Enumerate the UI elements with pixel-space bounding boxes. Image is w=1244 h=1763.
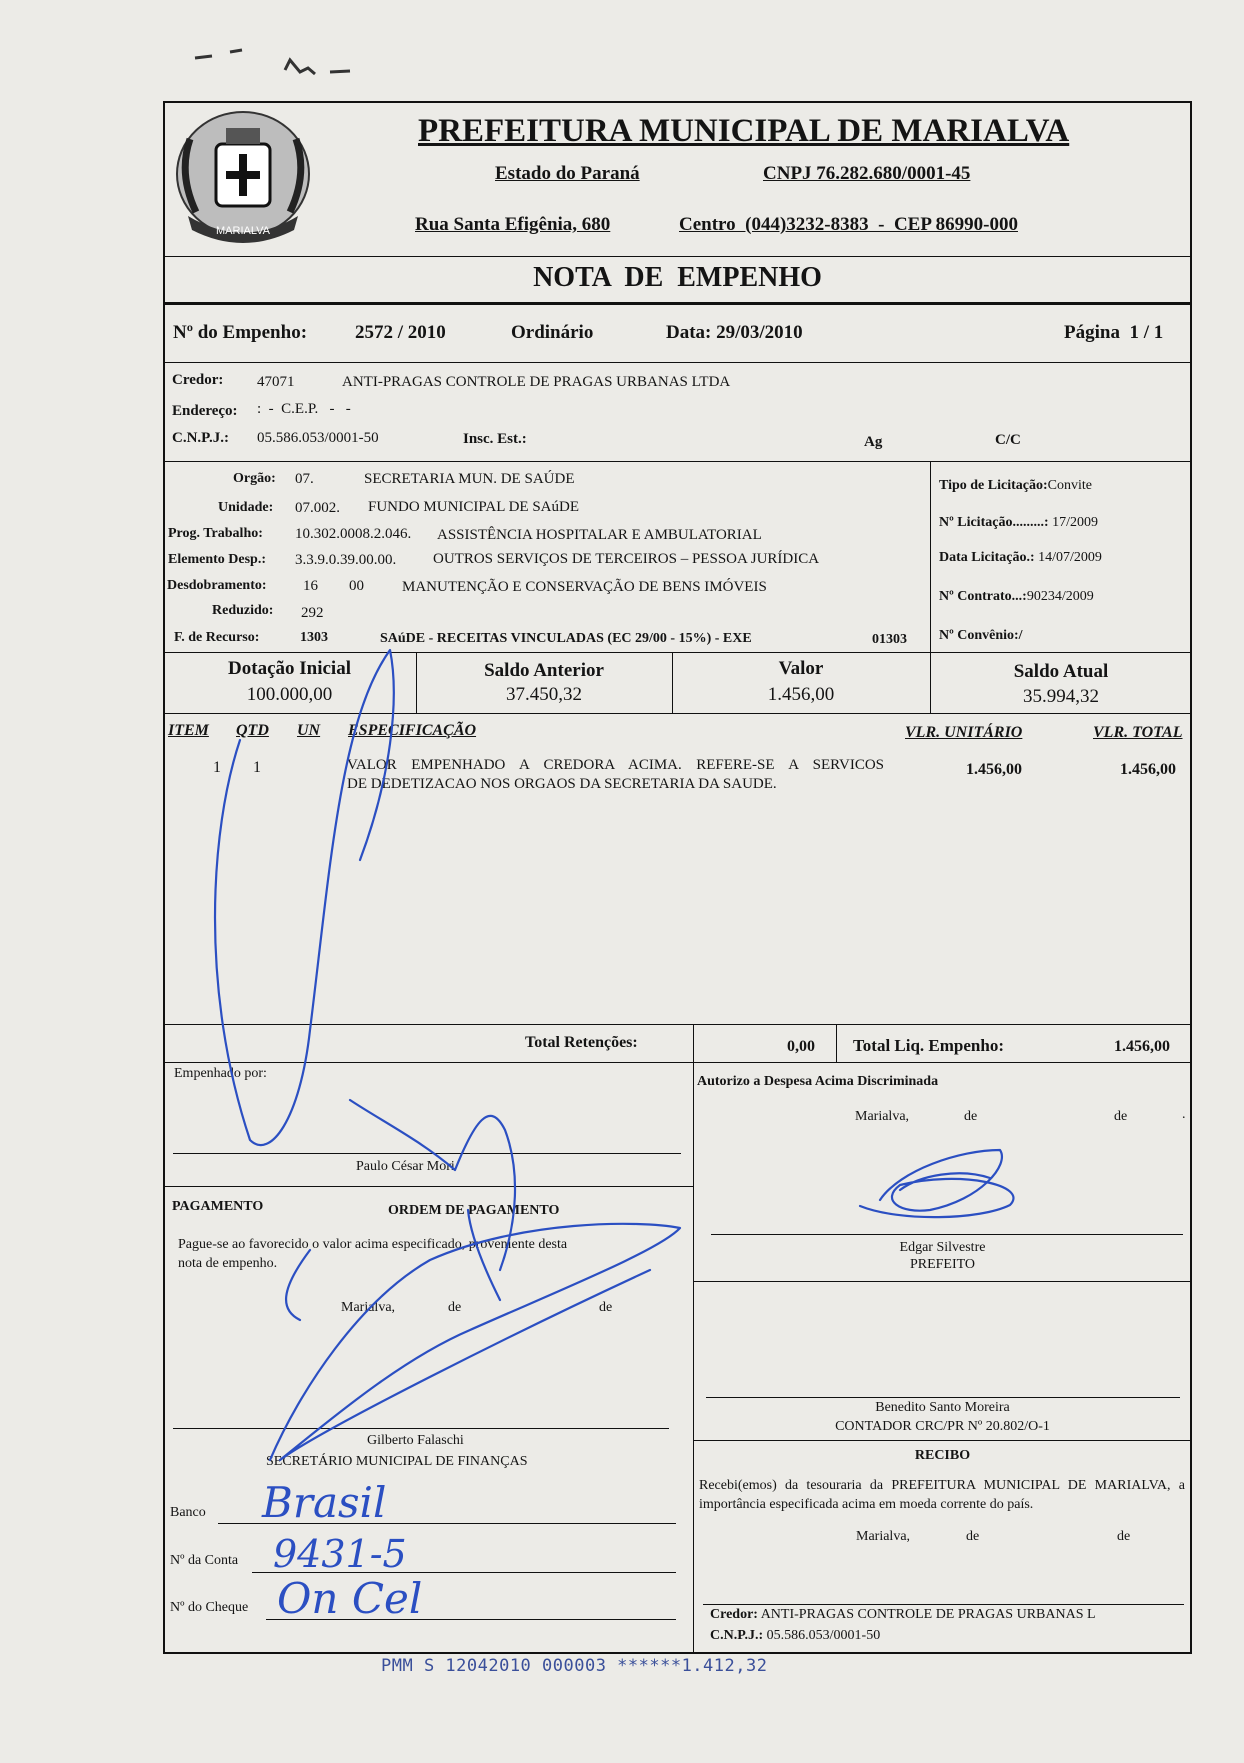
credor-name: ANTI-PRAGAS CONTROLE DE PRAGAS URBANAS LTDA xyxy=(342,374,731,390)
header-state: Estado do Paraná xyxy=(495,163,640,184)
licitacao-data-value: 14/07/2009 xyxy=(1038,550,1102,565)
total-retencoes-value: 0,00 xyxy=(787,1038,815,1055)
rule-header-bottom xyxy=(163,256,1192,257)
ordem-pagamento-label: ORDEM DE PAGAMENTO xyxy=(388,1203,560,1218)
pagamento-de1: de xyxy=(448,1300,462,1315)
licitacao-data xyxy=(939,550,1102,566)
rule-empenhado-bottom xyxy=(163,1186,693,1187)
reduzido-label: Reduzido: xyxy=(212,603,274,618)
licitacao-numero-value: 17/2009 xyxy=(1052,515,1098,530)
municipal-crest-logo xyxy=(168,104,318,254)
pagamento-de2: de xyxy=(599,1300,613,1315)
banco-value: Brasil xyxy=(262,1478,387,1527)
recibo-cnpj-value: 05.586.053/0001-50 xyxy=(766,1628,881,1643)
total-retencoes-label: Total Retenções: xyxy=(525,1034,638,1051)
top-scribble-mark xyxy=(190,40,390,90)
rule-credor-bottom xyxy=(163,461,1192,462)
elemento-code: 3.3.9.0.39.00.00. xyxy=(295,552,397,568)
empenhado-signer: Paulo César Mori xyxy=(356,1159,455,1174)
orgao-code: 07. xyxy=(295,471,314,487)
recibo-city: Marialva, xyxy=(856,1529,911,1544)
prefeito-signature-line xyxy=(711,1234,1183,1235)
desdobramento-code: 16 xyxy=(303,578,318,594)
licitacao-tipo-value: Convite xyxy=(1047,478,1092,493)
total-liquido-value: 1.456,00 xyxy=(1114,1038,1170,1055)
page-number: Página 1 / 1 xyxy=(1064,322,1164,343)
col-vlr-total-header: VLR. TOTAL xyxy=(1093,724,1183,741)
header-cnpj: CNPJ 76.282.680/0001-45 xyxy=(763,163,971,184)
recibo-credor-label: Credor: xyxy=(710,1607,758,1622)
reduzido-value: 292 xyxy=(301,605,324,621)
autorizo-dot: . xyxy=(1182,1107,1186,1122)
desdobramento-desc: MANUTENÇÃO E CONSERVAÇÃO DE BENS IMÓVEIS xyxy=(402,579,767,595)
recibo-signature-line xyxy=(703,1604,1184,1605)
recibo-cnpj-label: C.N.P.J.: xyxy=(710,1628,764,1643)
rule-licitacao-left xyxy=(930,461,931,652)
pagamento-text-line1: Pague-se ao favorecido o valor acima especificado, proveniente desta xyxy=(178,1237,568,1252)
saldo-anterior-value: 37.450,32 xyxy=(506,684,582,705)
rule-title-bottom xyxy=(163,302,1192,305)
recurso-code: 1303 xyxy=(300,630,328,645)
header-contact: Centro (044)3232-8383 - CEP 86990-000 xyxy=(679,214,1018,235)
autorizo-de2: de xyxy=(1114,1109,1128,1124)
recibo-credor xyxy=(710,1607,1096,1623)
conta-corrente-label: C/C xyxy=(995,432,1021,448)
credor-code: 47071 xyxy=(257,374,295,390)
recurso-desc: SAúDE - RECEITAS VINCULADAS (EC 29/00 - 15%) - EXE xyxy=(380,631,752,646)
secretario-role: SECRETÁRIO MUNICIPAL DE FINANÇAS xyxy=(266,1454,528,1469)
col-qtd-header: QTD xyxy=(236,722,269,739)
conta-value: 9431-5 xyxy=(273,1532,407,1576)
licitacao-tipo xyxy=(939,478,1092,494)
recibo-title: RECIBO xyxy=(914,1448,971,1463)
agencia-label: Ag xyxy=(864,434,883,450)
item-qtd: 1 xyxy=(253,759,261,776)
empenho-date: Data: 29/03/2010 xyxy=(666,322,803,343)
saldo-atual-value: 35.994,32 xyxy=(1023,686,1099,707)
prog-trabalho-label: Prog. Trabalho: xyxy=(168,526,263,541)
orgao-label: Orgão: xyxy=(233,471,276,486)
secretario-name: Gilberto Falaschi xyxy=(367,1433,464,1448)
desdobramento-label: Desdobramento: xyxy=(167,578,267,593)
contador-signature-line xyxy=(706,1397,1180,1398)
item-number: 1 xyxy=(213,759,221,776)
dotacao-inicial-value: 100.000,00 xyxy=(246,684,333,705)
secretario-signature-line xyxy=(173,1428,669,1429)
crest-seal-text: MARIALVA xyxy=(216,225,270,237)
convenio-label: Nº Convênio:/ xyxy=(939,628,1023,643)
item-desc-line2: DE DEDETIZACAO NOS ORGAOS DA SECRETARIA DA SAUDE. xyxy=(347,776,777,792)
orgao-desc: SECRETARIA MUN. DE SAÚDE xyxy=(364,471,575,487)
contador-name: Benedito Santo Moreira xyxy=(875,1400,1010,1415)
recurso-label: F. de Recurso: xyxy=(174,630,260,645)
contrato-value: 90234/2009 xyxy=(1026,589,1094,604)
unidade-label: Unidade: xyxy=(218,500,274,515)
insc-est-label: Insc. Est.: xyxy=(463,431,527,447)
valor-value: 1.456,00 xyxy=(767,684,835,705)
contador-crc: CONTADOR CRC/PR Nº 20.802/O-1 xyxy=(835,1419,1050,1434)
recibo-credor-name: ANTI-PRAGAS CONTROLE DE PRAGAS URBANAS L xyxy=(760,1607,1096,1622)
document-title: NOTA DE EMPENHO xyxy=(533,262,822,293)
credor-cnpj: 05.586.053/0001-50 xyxy=(257,430,379,446)
saldo-anterior-label: Saldo Anterior xyxy=(484,660,604,681)
rule-empenho-bottom xyxy=(163,362,1192,363)
total-liquido-label: Total Liq. Empenho: xyxy=(853,1036,1004,1055)
prog-trabalho-code: 10.302.0008.2.046. xyxy=(295,526,412,542)
contrato xyxy=(939,589,1094,605)
dotacao-inicial-label: Dotação Inicial xyxy=(228,658,351,679)
pagamento-label: PAGAMENTO xyxy=(172,1199,264,1214)
payment-stamp: PMM S 12042010 000003 ******1.412,32 xyxy=(381,1656,768,1676)
col-especificacao-header: ESPECIFICAÇÃO xyxy=(348,722,477,739)
credor-label: Credor: xyxy=(172,372,224,388)
cheque-value: On Cel xyxy=(277,1574,423,1623)
saldo-atual-label: Saldo Atual xyxy=(1013,661,1109,682)
rule-totals-bottom xyxy=(163,1062,1192,1063)
licitacao-tipo-label: Tipo de Licitação: xyxy=(939,478,1048,493)
empenhado-por-label: Empenhado por: xyxy=(174,1066,267,1081)
item-total-price: 1.456,00 xyxy=(1120,761,1176,778)
credor-cnpj-label: C.N.P.J.: xyxy=(172,430,229,446)
empenhado-signature-line xyxy=(173,1153,681,1154)
licitacao-numero-label: Nº Licitação.........: xyxy=(939,515,1049,530)
prefeito-role: PREFEITO xyxy=(909,1257,976,1272)
header-street: Rua Santa Efigênia, 680 xyxy=(415,214,611,235)
recurso-code2: 01303 xyxy=(872,632,907,647)
rule-totals-1 xyxy=(693,1024,694,1654)
unidade-code: 07.002. xyxy=(295,500,340,516)
prefeito-name: Edgar Silvestre xyxy=(899,1240,986,1255)
rule-totals-2 xyxy=(836,1024,837,1062)
endereco-label: Endereço: xyxy=(172,403,238,419)
banco-label: Banco xyxy=(170,1505,206,1520)
col-item-header: ITEM xyxy=(168,722,209,739)
elemento-label: Elemento Desp.: xyxy=(168,552,266,567)
licitacao-numero xyxy=(939,515,1098,531)
valor-label: Valor xyxy=(778,658,824,679)
recibo-de2: de xyxy=(1117,1529,1131,1544)
autorizo-label: Autorizo a Despesa Acima Discriminada xyxy=(697,1074,939,1089)
cheque-label: Nº do Cheque xyxy=(170,1600,249,1615)
conta-label: Nº da Conta xyxy=(170,1553,239,1568)
prog-trabalho-desc: ASSISTÊNCIA HOSPITALAR E AMBULATORIAL xyxy=(437,527,762,543)
elemento-desc: OUTROS SERVIÇOS DE TERCEIROS – PESSOA JURÍDICA xyxy=(433,551,820,567)
contrato-label: Nº Contrato...: xyxy=(939,589,1027,604)
item-unit-price: 1.456,00 xyxy=(966,761,1022,778)
col-un-header: UN xyxy=(297,722,321,739)
recibo-cnpj xyxy=(710,1628,880,1644)
unidade-desc: FUNDO MUNICIPAL DE SAúDE xyxy=(368,499,579,515)
empenho-type: Ordinário xyxy=(511,322,594,343)
empenho-number: 2572 / 2010 xyxy=(355,322,446,343)
item-desc-line1: VALOR EMPENHADO A CREDORA ACIMA. REFERE-SE A SERVICOS xyxy=(347,757,884,773)
col-vlr-unitario-header: VLR. UNITÁRIO xyxy=(905,724,1023,741)
desdobramento-code2: 00 xyxy=(349,578,364,594)
recibo-de1: de xyxy=(966,1529,980,1544)
empenho-number-label: Nº do Empenho: xyxy=(173,322,308,343)
autorizo-city: Marialva, xyxy=(855,1109,910,1124)
page-title: PREFEITURA MUNICIPAL DE MARIALVA xyxy=(418,113,1070,149)
rule-autorizo-bottom xyxy=(693,1281,1192,1282)
licitacao-data-label: Data Licitação.: xyxy=(939,550,1035,565)
autorizo-de1: de xyxy=(964,1109,978,1124)
rule-dotacao-bottom xyxy=(163,652,1192,653)
endereco-value: : - C.E.P. - - xyxy=(257,401,351,417)
rule-items-bottom xyxy=(163,1024,1192,1025)
rule-saldos-bottom xyxy=(163,713,1192,714)
pagamento-text-line2: nota de empenho. xyxy=(178,1256,278,1271)
recibo-text: Recebi(emos) da tesouraria da PREFEITURA MUNICIPAL DE MARIALVA, a importância especificada acima em moeda corrente do país. xyxy=(699,1478,1185,1512)
rule-contador-bottom xyxy=(693,1440,1192,1441)
pagamento-city: Marialva, xyxy=(341,1300,396,1315)
